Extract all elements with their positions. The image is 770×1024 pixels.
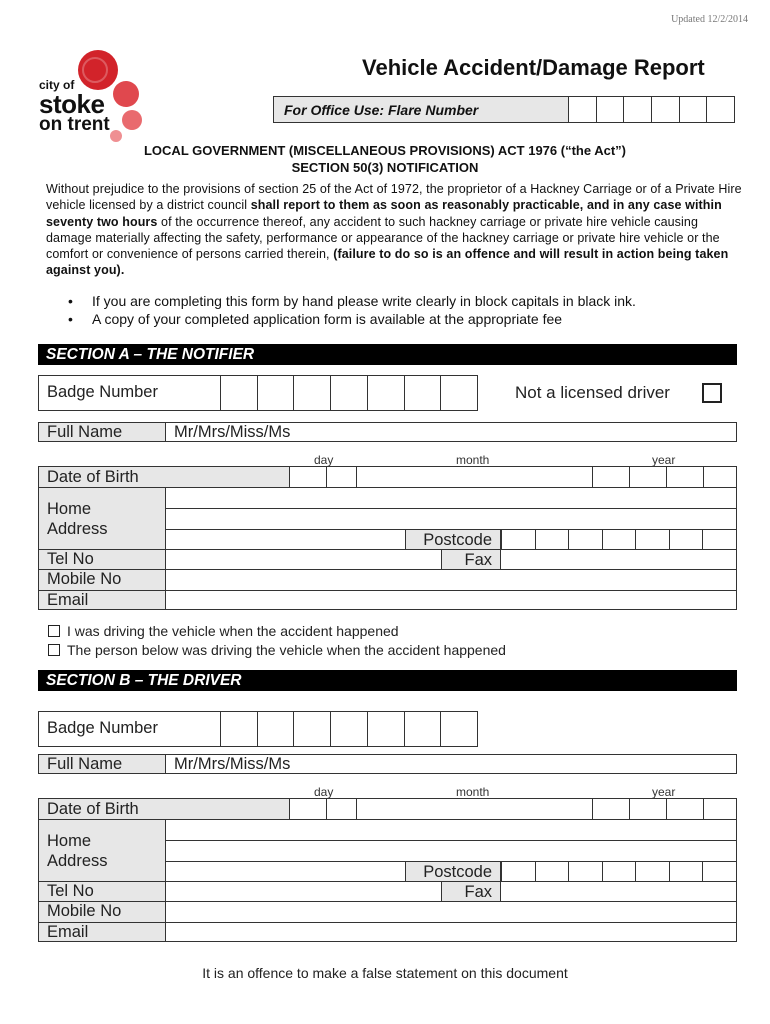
section-a-contact-box <box>38 487 737 610</box>
dob-day-caption: day <box>314 453 334 467</box>
fax-label: Fax <box>441 881 501 902</box>
logo-text-stoke: stoke <box>39 89 105 119</box>
dob-label: Date of Birth <box>39 467 289 487</box>
flare-number-cells[interactable] <box>569 97 734 122</box>
email-label: Email <box>47 591 89 609</box>
section-a-header: SECTION A – THE NOTIFIER <box>38 344 737 365</box>
checkbox-icon[interactable] <box>48 644 60 656</box>
choice-label: I was driving the vehicle when the accident happened <box>67 623 399 639</box>
section-a-full-name-input[interactable]: Mr/Mrs/Miss/Ms <box>174 423 291 441</box>
mobile-label: Mobile No <box>47 902 122 920</box>
home-address-label: Home <box>47 832 92 850</box>
not-licensed-checkbox[interactable] <box>702 383 722 403</box>
logo-text-city-of: city of <box>39 78 75 92</box>
email-label: Email <box>47 923 89 941</box>
dob-day-caption: day <box>314 785 334 799</box>
section-b-dob-row[interactable] <box>38 798 737 820</box>
home-address-label: Home <box>47 500 92 518</box>
checkbox-icon[interactable] <box>48 625 60 637</box>
section-a-postcode-input[interactable] <box>501 529 736 550</box>
not-licensed-label: Not a licensed driver <box>515 383 670 402</box>
tel-label: Tel No <box>47 550 94 568</box>
act-subheading: SECTION 50(3) NOTIFICATION <box>291 160 479 175</box>
dob-month-caption: month <box>456 453 490 467</box>
choice-i-was-driving[interactable] <box>48 622 399 640</box>
home-address-label-2: Address <box>47 520 108 538</box>
badge-number-label: Badge Number <box>47 383 158 401</box>
badge-number-label: Badge Number <box>47 719 158 737</box>
instruction-bullets <box>68 292 636 328</box>
bullet-item: • If you are completing this form by hand please write clearly in block capitals in black ink. <box>68 292 636 310</box>
intro-text-2: of the occurrence thereof, any accident to such hackney carriage or private hire vehicle causing damage materially affecting the safety, performance or appearance of the hackney carriage or private hire vehicle or the comfort or convenience of persons carried therein, <box>46 214 720 262</box>
section-b-full-name-input[interactable]: Mr/Mrs/Miss/Ms <box>174 755 291 773</box>
page-title: Vehicle Accident/Damage Report <box>362 55 705 80</box>
dob-month-caption: month <box>456 785 490 799</box>
section-b-badge-input[interactable] <box>220 712 477 746</box>
section-b-full-name-row <box>38 754 737 774</box>
intro-bold-2: (failure to do so is an offence and will result in action being taken against you). <box>46 247 729 278</box>
dob-year-caption: year <box>652 453 676 467</box>
fax-label: Fax <box>441 549 501 570</box>
section-a-dob-row[interactable] <box>38 466 737 488</box>
choice-label: The person below was driving the vehicle when the accident happened <box>67 642 506 658</box>
section-b-contact-box <box>38 819 737 942</box>
postcode-label: Postcode <box>405 861 501 882</box>
section-a-badge-input[interactable] <box>220 376 477 410</box>
full-name-label: Full Name <box>39 755 166 773</box>
office-use-box <box>273 96 735 123</box>
intro-bold-1: shall report to them as soon as reasonably practicable, and in any case within seventy two hours <box>46 198 722 229</box>
false-statement-warning: It is an offence to make a false statement on this document <box>202 965 568 981</box>
mobile-label: Mobile No <box>47 570 122 588</box>
city-of-stoke-logo <box>28 48 178 148</box>
section-b-badge-box <box>38 711 478 747</box>
choice-other-person-driving[interactable] <box>48 641 506 659</box>
act-heading: LOCAL GOVERNMENT (MISCELLANEOUS PROVISIONS) ACT 1976 (“the Act”) <box>143 143 626 158</box>
postcode-label: Postcode <box>405 529 501 550</box>
home-address-label-2: Address <box>47 852 108 870</box>
section-a-full-name-row <box>38 422 737 442</box>
tel-label: Tel No <box>47 882 94 900</box>
section-b-header: SECTION B – THE DRIVER <box>38 670 737 691</box>
dob-label: Date of Birth <box>39 799 289 819</box>
bullet-item: • A copy of your completed application form is available at the appropriate fee <box>68 310 636 328</box>
office-use-label: For Office Use: Flare Number <box>274 97 569 122</box>
section-b-postcode-input[interactable] <box>501 861 736 882</box>
full-name-label: Full Name <box>39 423 166 441</box>
intro-text-1: Without prejudice to the provisions of section 25 of the Act of 1972, the proprietor of a Hackney Carriage or of a Private Hire vehicle licensed by a district council <box>46 182 742 213</box>
intro-paragraph <box>46 181 746 279</box>
section-a-badge-box <box>38 375 478 411</box>
updated-date: Updated 12/2/2014 <box>671 14 748 25</box>
logo-text-on-trent: on trent <box>39 114 110 135</box>
dob-year-caption: year <box>652 785 676 799</box>
